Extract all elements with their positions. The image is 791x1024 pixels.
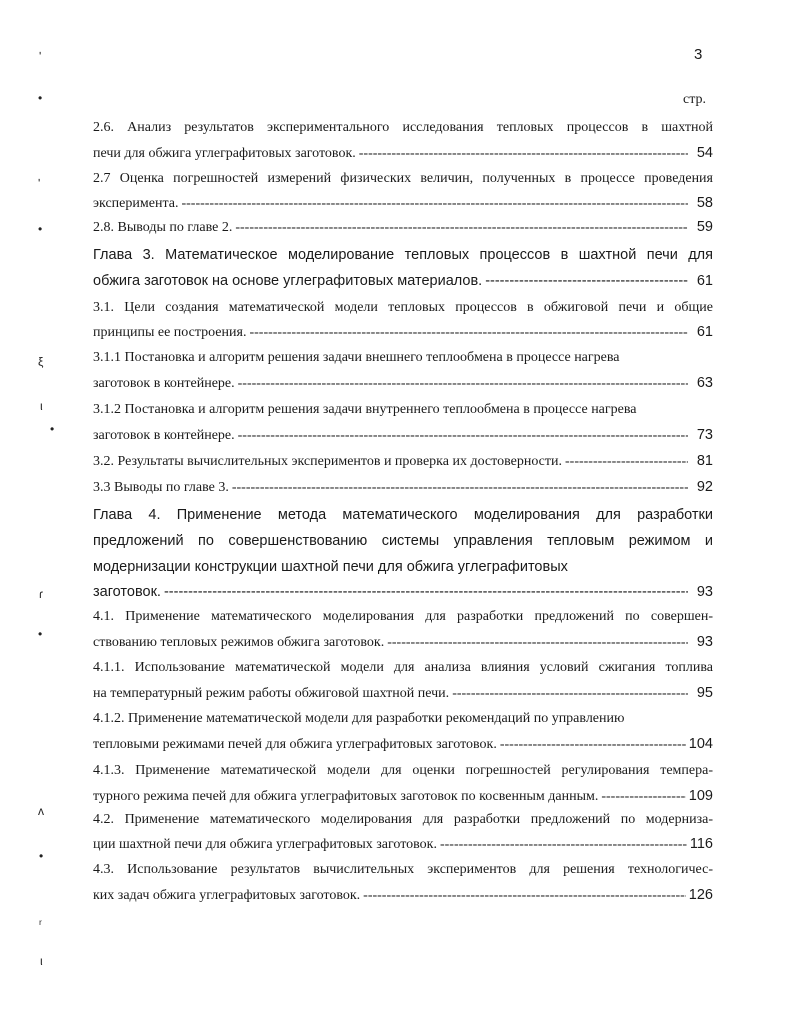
toc-entry-text: 2.8. Выводы по главе 2. — [93, 220, 233, 235]
margin-mark: ι — [40, 399, 43, 413]
toc-page-number: 81 — [696, 453, 713, 469]
dot-leader — [363, 886, 686, 906]
dot-leader — [249, 323, 688, 343]
margin-mark: • — [50, 422, 55, 436]
toc-entry-line — [93, 425, 713, 446]
toc-entry-text: печи для обжига углеграфитовых заготовок. — [93, 146, 356, 161]
margin-mark: ʌ — [38, 804, 44, 818]
toc-entry-text: 3.3 Выводы по главе 3. — [93, 480, 229, 495]
margin-mark: ʳ — [39, 917, 42, 931]
margin-mark: ʹ — [39, 49, 42, 63]
toc-page-number: 63 — [696, 375, 713, 391]
toc-page-number: 116 — [689, 836, 713, 852]
toc-page-number: 61 — [696, 324, 713, 340]
toc-entry-text: ких задач обжига углеграфитовых заготовок. — [93, 888, 361, 903]
margin-mark: • — [38, 222, 43, 236]
toc-entry-line — [93, 786, 713, 807]
dot-leader — [232, 478, 688, 498]
toc-entry-text: 2.6. Анализ результатов экспериментального исследования тепловых процессов в шахтной — [93, 120, 713, 135]
chapter-heading: предложений по совершенствованию системы управления тепловым режимом и — [93, 533, 713, 549]
toc-page-number: 92 — [696, 479, 713, 495]
toc-entry-text: 4.1.1. Использование математической модели для анализа влияния условий сжигания топлива — [93, 660, 713, 675]
dot-leader — [359, 144, 688, 164]
toc-entry-line — [93, 193, 713, 214]
toc-page-number: 95 — [696, 685, 713, 701]
toc-entry-line — [93, 322, 713, 343]
toc-entry-text: эксперимента. — [93, 196, 179, 211]
dot-leader — [238, 426, 688, 446]
toc-entry-text: заготовок в контейнере. — [93, 376, 235, 391]
toc-entry-text: тепловыми режимами печей для обжига углеграфитовых заготовок. — [93, 737, 497, 752]
toc-page-number: 73 — [696, 427, 713, 443]
toc-entry-text: на температурный режим работы обжиговой шахтной печи. — [93, 686, 450, 701]
toc-entry-text: заготовок в контейнере. — [93, 428, 235, 443]
toc-entry-text: 4.1.3. Применение математической модели для оценки погрешностей регулирования темпера- — [93, 763, 713, 778]
toc-page-number: 109 — [688, 788, 713, 804]
page-number: 3 — [694, 46, 703, 63]
dot-leader — [181, 194, 688, 214]
toc-entry-line — [93, 834, 713, 855]
toc-page-number: 61 — [696, 273, 713, 289]
margin-mark: • — [38, 627, 43, 641]
toc-entry-text: 4.3. Использование результатов вычислительных экспериментов для решения технологичес- — [93, 862, 713, 877]
dot-leader — [387, 633, 688, 653]
chapter-heading: Глава 4. Применение метода математического моделирования для разработки — [93, 507, 713, 523]
toc-entry-text: ции шахтной печи для обжига углеграфитовых заготовок. — [93, 837, 437, 852]
toc-entry-line — [93, 477, 713, 498]
toc-entry-text: 4.2. Применение математического моделирования для разработки предложений по модерниза- — [93, 812, 713, 827]
toc-page-number: 93 — [696, 584, 713, 600]
toc-page-number: 59 — [696, 219, 713, 235]
toc-entry-text: турного режима печей для обжига углеграфитовых заготовок по косвенным данным. — [93, 789, 599, 804]
toc-entry-line — [93, 683, 713, 704]
toc-page-number: 126 — [688, 887, 713, 903]
toc-page-number: 104 — [688, 736, 713, 752]
toc-entry-line — [93, 271, 713, 291]
toc-entry-line — [93, 885, 713, 906]
chapter-heading: Глава 3. Математическое моделирование тепловых процессов в шахтной печи для — [93, 247, 713, 263]
margin-mark: ɾ — [39, 587, 43, 601]
dot-leader — [452, 684, 688, 704]
margin-mark: ʹ — [38, 176, 41, 190]
margin-mark: • — [38, 91, 43, 105]
toc-entry-text: обжига заготовок на основе углеграфитовых материалов. — [93, 273, 483, 289]
toc-page-number: 93 — [696, 634, 713, 650]
margin-mark: ι — [40, 954, 43, 968]
toc-page-number: 54 — [696, 145, 713, 161]
toc-entry-line — [93, 373, 713, 394]
dot-leader — [238, 374, 688, 394]
toc-entry-line — [93, 734, 713, 755]
toc-entry-text: 2.7 Оценка погрешностей измерений физических величин, полученных в процессе проведения — [93, 171, 713, 186]
dot-leader — [601, 787, 685, 807]
toc-entry-text: 4.1.2. Применение математической модели для разработки рекомендаций по управлению — [93, 711, 625, 726]
dot-leader — [440, 835, 687, 855]
dot-leader — [164, 582, 688, 602]
dot-leader — [485, 271, 688, 291]
dot-leader — [565, 452, 688, 472]
chapter-heading: модернизации конструкции шахтной печи для обжига углеграфитовых — [93, 559, 568, 575]
toc-entry-text: 3.1.1 Постановка и алгоритм решения задачи внешнего теплообмена в процессе нагрева — [93, 350, 620, 365]
toc-entry-text: 3.1. Цели создания математической модели тепловых процессов в обжиговой печи и общие — [93, 300, 713, 315]
dot-leader — [235, 218, 688, 238]
page-column-label: стр. — [683, 92, 707, 107]
toc-entry-line — [93, 143, 713, 164]
toc-entry-text: ствованию тепловых режимов обжига заготовок. — [93, 635, 385, 650]
toc-entry-line — [93, 451, 713, 472]
toc-entry-line — [93, 632, 713, 653]
toc-entry-text: 3.2. Результаты вычислительных экспериментов и проверка их достоверности. — [93, 454, 562, 469]
toc-entry-text: заготовок. — [93, 584, 161, 600]
dot-leader — [500, 735, 686, 755]
toc-entry-text: 3.1.2 Постановка и алгоритм решения задачи внутреннего теплообмена в процессе нагрева — [93, 402, 637, 417]
margin-mark: • — [39, 849, 44, 863]
toc-entry-line — [93, 217, 713, 238]
toc-entry-line — [93, 582, 713, 602]
toc-entry-text: принципы ее построения. — [93, 325, 247, 340]
toc-page-number: 58 — [696, 195, 713, 211]
margin-mark: ξ — [38, 355, 44, 369]
toc-entry-text: 4.1. Применение математического моделирования для разработки предложений по совершен- — [93, 609, 713, 624]
